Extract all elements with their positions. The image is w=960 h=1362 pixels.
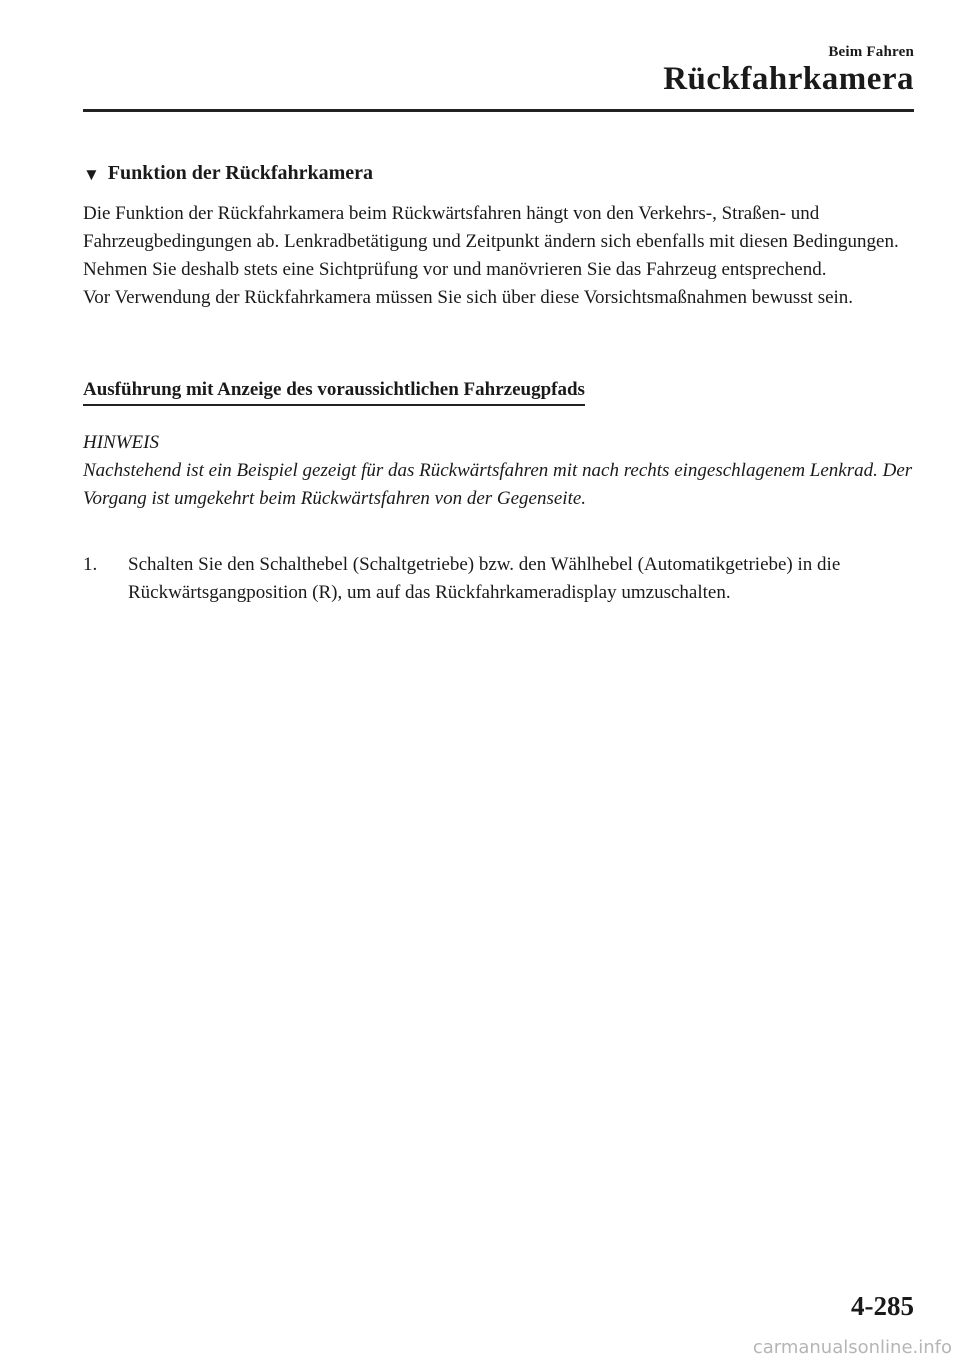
note-label: HINWEIS <box>83 432 159 453</box>
header-divider <box>83 109 914 112</box>
watermark: carmanualsonline.info <box>752 1337 952 1358</box>
section-heading <box>83 162 373 185</box>
subheading: Ausführung mit Anzeige des voraussichtlichen Fahrzeugpfads <box>83 378 585 406</box>
list-item <box>83 551 918 607</box>
header-section-title: Beim Fahren <box>828 44 914 60</box>
down-triangle-icon: ▼ <box>83 164 100 184</box>
header-chapter-title: Rückfahrkamera <box>663 61 914 97</box>
step-text: Schalten Sie den Schalthebel (Schaltgetriebe) bzw. den Wählhebel (Automatikgetriebe) in die Rückwärtsgangposition (R), um auf das Rückfahrkameradisplay umzuschalten. <box>128 554 841 603</box>
page-number: 4-285 <box>851 1291 914 1321</box>
note-block <box>83 429 918 513</box>
note-text: Nachstehend ist ein Beispiel gezeigt für das Rückwärtsfahren mit nach rechts eingeschlagenem Lenkrad. Der Vorgang ist umgekehrt beim Rückwärtsfahren von der Gegenseite. <box>83 460 913 509</box>
body-paragraph: Vor Verwendung der Rückfahrkamera müssen Sie sich über diese Vorsichtsmaßnahmen bewusst sein. <box>83 287 854 308</box>
section-heading-title: Funktion der Rückfahrkamera <box>107 162 374 184</box>
body-text <box>83 200 918 312</box>
body-paragraph: Die Funktion der Rückfahrkamera beim Rückwärtsfahren hängt von den Verkehrs-, Straßen- und Fahrzeugbedingungen ab. Lenkradbetätigung und Zeitpunkt ändern sich ebenfalls mit diesen Bedingungen. Nehmen Sie deshalb stets eine Sichtprüfung vor und manövrieren Sie das Fahrzeug entsprechend. <box>83 203 899 280</box>
step-number: 1. <box>83 554 98 575</box>
